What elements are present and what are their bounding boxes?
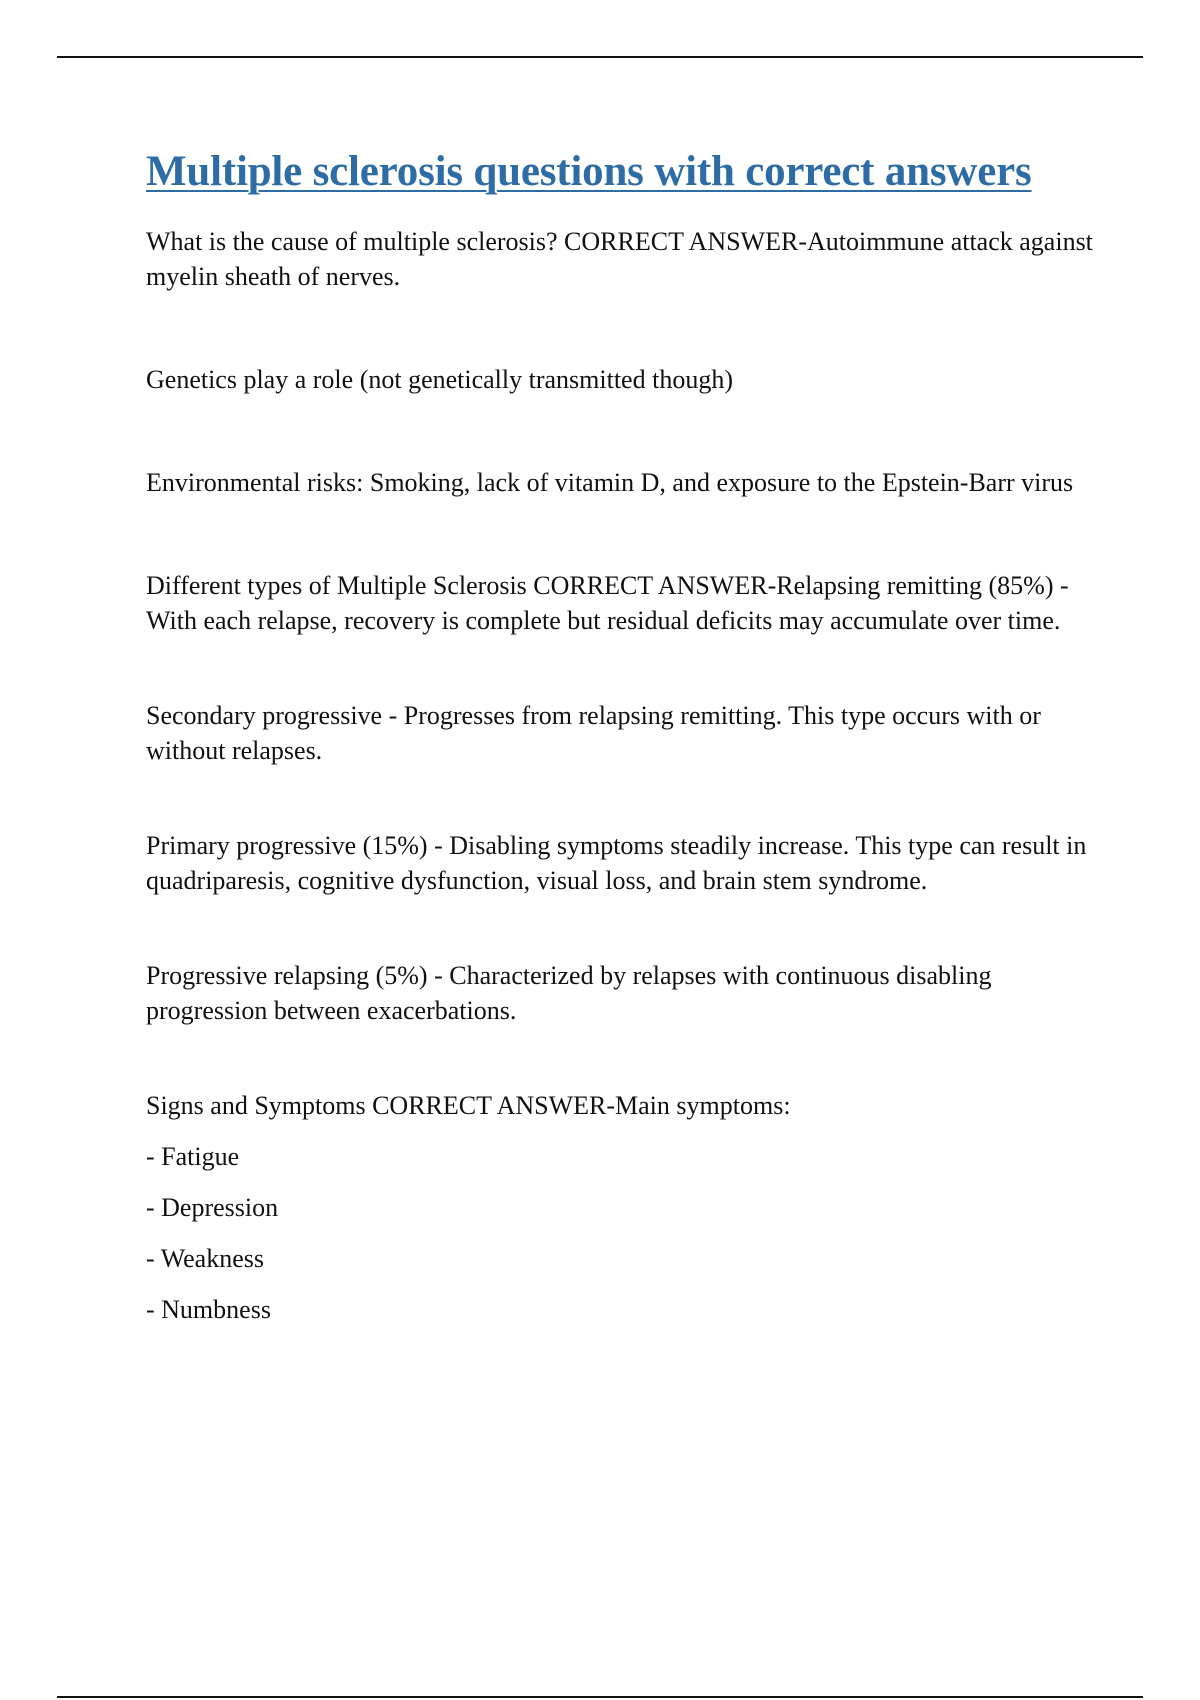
paragraph-secondary-progressive: Secondary progressive - Progresses from relapsing remitting. This type occurs with or without relapses. [146,701,1041,765]
header-rule [57,56,1143,58]
list-item: - Weakness [146,1244,265,1273]
paragraph-primary-progressive: Primary progressive (15%) - Disabling symptoms steadily increase. This type can result in quadriparesis, cognitive dysfunction, visual loss, and brain stem syndrome. [146,831,1087,895]
symptom-list [146,1139,1106,1327]
paragraph-types: Different types of Multiple Sclerosis CORRECT ANSWER-Relapsing remitting (85%) - With each relapse, recovery is complete but residual deficits may accumulate over time. [146,571,1069,635]
paragraph-genetics: Genetics play a role (not genetically transmitted though) [146,365,733,394]
list-item: - Fatigue [146,1142,240,1171]
document-title: Multiple sclerosis questions with correct answers [146,148,1032,195]
list-item: - Depression [146,1193,279,1222]
list-item: - Numbness [146,1295,271,1324]
document-body [146,142,1106,1343]
paragraph-progressive-relapsing: Progressive relapsing (5%) - Characterized by relapses with continuous disabling progression between exacerbations. [146,961,992,1025]
paragraph-environmental-risks: Environmental risks: Smoking, lack of vitamin D, and exposure to the Epstein-Barr virus [146,468,1074,497]
paragraph-cause: What is the cause of multiple sclerosis? CORRECT ANSWER-Autoimmune attack against myelin sheath of nerves. [146,227,1093,291]
paragraph-signs-symptoms: Signs and Symptoms CORRECT ANSWER-Main symptoms: [146,1091,791,1120]
footer-rule [57,1696,1143,1698]
